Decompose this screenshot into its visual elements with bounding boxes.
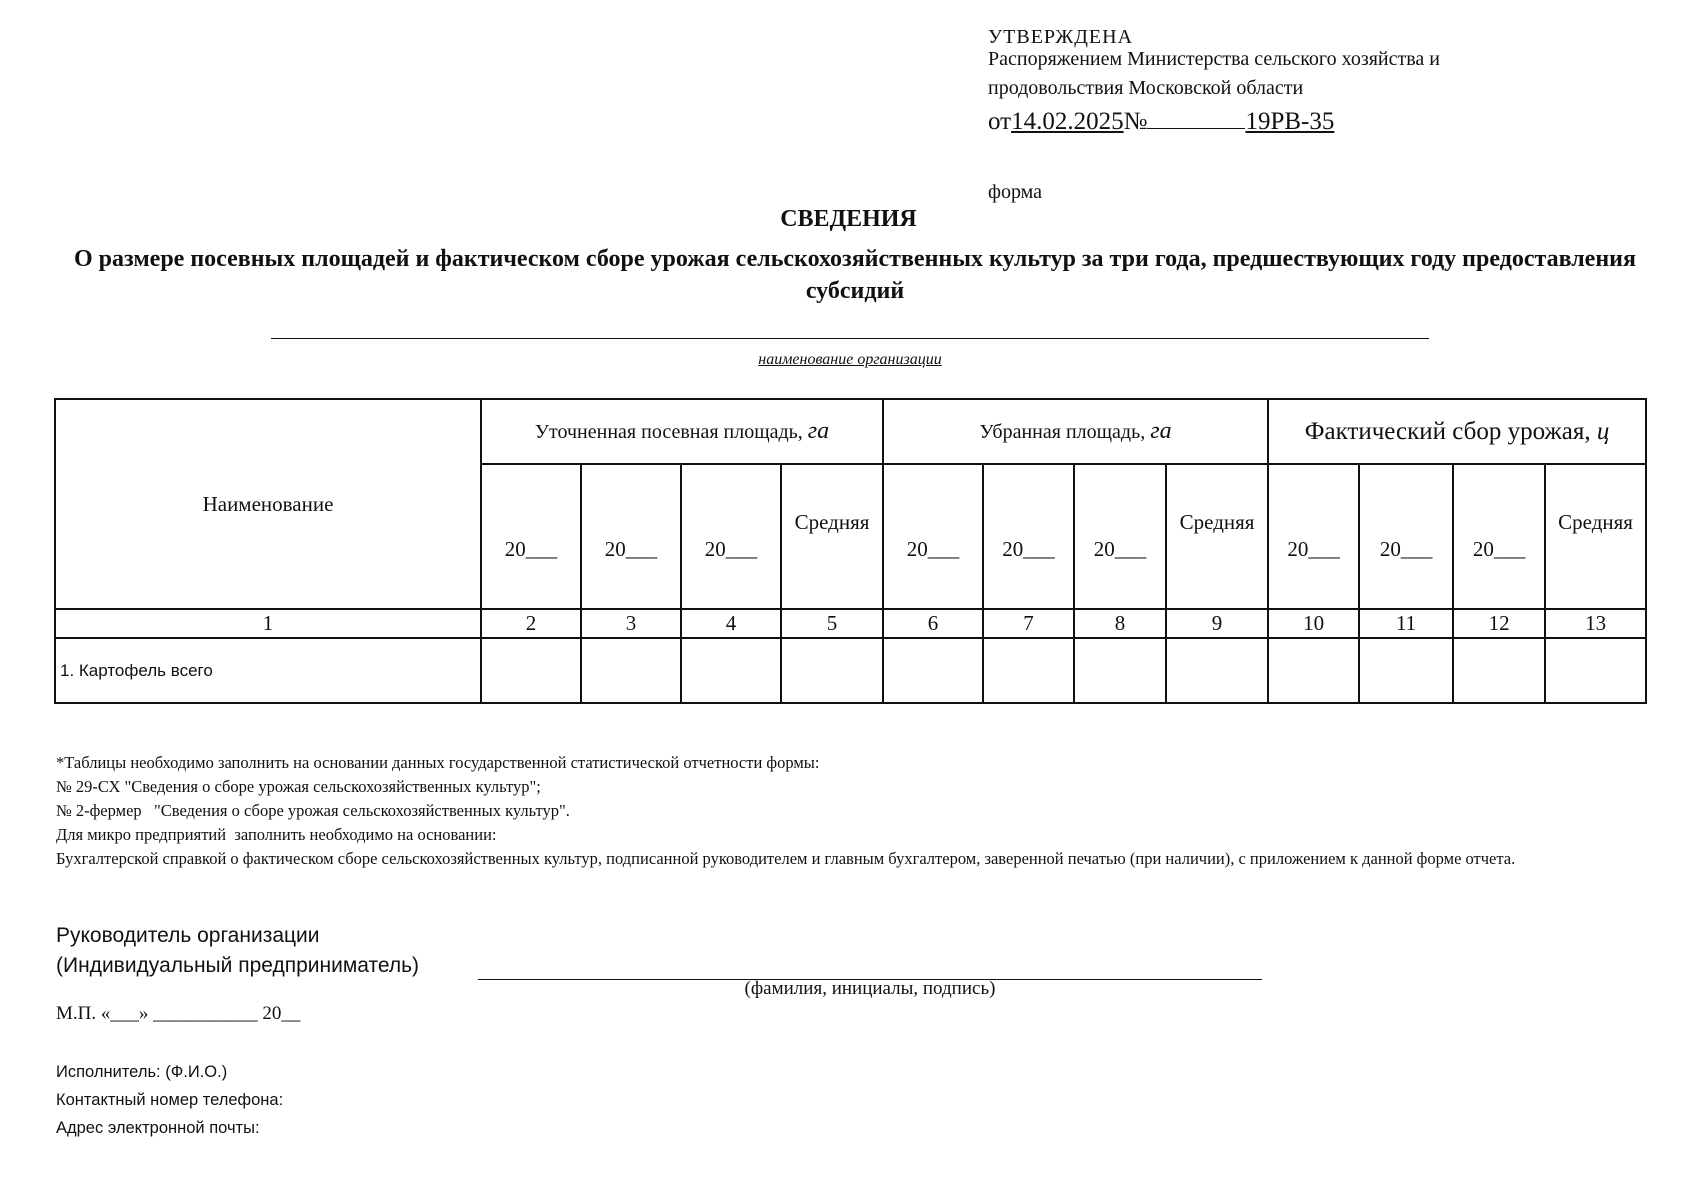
crop-data-table bbox=[54, 398, 1647, 704]
year-cell: 20___ bbox=[983, 464, 1074, 609]
data-cell[interactable] bbox=[781, 638, 883, 703]
signature-caption: (фамилия, инициалы, подпись) bbox=[744, 978, 996, 999]
footnotes bbox=[56, 751, 1616, 871]
data-cell[interactable] bbox=[1074, 638, 1166, 703]
organization-name-line bbox=[271, 338, 1429, 339]
year-cell: 20___ bbox=[1359, 464, 1453, 609]
data-cell[interactable] bbox=[883, 638, 983, 703]
footnote-line: № 2-фермер "Сведения о сборе урожая сельскохозяйственных культур". bbox=[56, 801, 570, 820]
column-number: 12 bbox=[1453, 609, 1545, 638]
data-cell[interactable] bbox=[1166, 638, 1268, 703]
header-sown-area: Уточненная посевная площадь, га bbox=[481, 399, 883, 464]
table-header-row bbox=[55, 399, 1646, 464]
organization-name-caption: наименование организации bbox=[758, 351, 942, 368]
decree-from: от bbox=[988, 108, 1012, 135]
average-cell: Средняя bbox=[781, 464, 883, 609]
decree-number: 19РВ-35 bbox=[1245, 108, 1335, 135]
signature-title-2: (Индивидуальный предприниматель) bbox=[56, 954, 420, 977]
contact-phone: Контактный номер телефона: bbox=[56, 1091, 284, 1109]
decree-number-blank bbox=[1147, 104, 1245, 129]
header-harvested-area: Убранная площадь, га bbox=[883, 399, 1268, 464]
year-cell: 20___ bbox=[883, 464, 983, 609]
header-name: Наименование bbox=[55, 399, 481, 609]
year-cell: 20___ bbox=[481, 464, 581, 609]
table-row bbox=[55, 638, 1646, 703]
signature-title-1: Руководитель организации bbox=[56, 924, 320, 947]
column-number: 5 bbox=[781, 609, 883, 638]
column-number: 9 bbox=[1166, 609, 1268, 638]
row-name: 1. Картофель всего bbox=[55, 638, 481, 703]
year-cell: 20___ bbox=[581, 464, 681, 609]
contact-email: Адрес электронной почты: bbox=[56, 1119, 260, 1137]
decree-number-sign: № bbox=[1123, 108, 1148, 135]
year-cell: 20___ bbox=[1453, 464, 1545, 609]
column-number: 11 bbox=[1359, 609, 1453, 638]
data-cell[interactable] bbox=[481, 638, 581, 703]
column-number: 13 bbox=[1545, 609, 1646, 638]
column-number: 4 bbox=[681, 609, 781, 638]
contacts-block bbox=[56, 1058, 283, 1142]
header-actual-yield: Фактический сбор урожая, ц bbox=[1268, 399, 1646, 464]
year-cell: 20___ bbox=[1268, 464, 1359, 609]
average-cell: Средняя bbox=[1166, 464, 1268, 609]
data-cell[interactable] bbox=[681, 638, 781, 703]
stamp-date-line: М.П. «___» ___________ 20__ bbox=[56, 1003, 301, 1024]
data-cell[interactable] bbox=[1453, 638, 1545, 703]
year-cell: 20___ bbox=[681, 464, 781, 609]
approval-line-1: Распоряжением Министерства сельского хозяйства и bbox=[988, 48, 1441, 70]
data-cell[interactable] bbox=[1359, 638, 1453, 703]
approval-head: УТВЕРЖДЕНА bbox=[988, 26, 1134, 48]
year-cell: 20___ bbox=[1074, 464, 1166, 609]
form-label: форма bbox=[988, 181, 1043, 203]
decree-date: 14.02.2025 bbox=[1011, 108, 1124, 135]
footnote-line: Бухгалтерской справкой о фактическом сборе сельскохозяйственных культур, подписанной руководителем и главным бухгалтером, заверенной печатью (при наличии), с приложением к данной форме отчета. bbox=[56, 849, 1516, 868]
contact-executor: Исполнитель: (Ф.И.О.) bbox=[56, 1063, 228, 1081]
column-number: 6 bbox=[883, 609, 983, 638]
column-number: 10 bbox=[1268, 609, 1359, 638]
footnote-line: № 29-СХ "Сведения о сборе урожая сельскохозяйственных культур"; bbox=[56, 777, 541, 796]
data-cell[interactable] bbox=[1545, 638, 1646, 703]
column-number: 1 bbox=[55, 609, 481, 638]
column-number: 7 bbox=[983, 609, 1074, 638]
column-number: 8 bbox=[1074, 609, 1166, 638]
document-title: СВЕДЕНИЯ bbox=[780, 206, 917, 232]
data-cell[interactable] bbox=[581, 638, 681, 703]
column-number: 2 bbox=[481, 609, 581, 638]
approval-line-2: продовольствия Московской области bbox=[988, 77, 1304, 99]
approval-block bbox=[988, 26, 1648, 140]
average-cell: Средняя bbox=[1545, 464, 1646, 609]
signature-block bbox=[56, 921, 419, 981]
data-cell[interactable] bbox=[983, 638, 1074, 703]
column-number-row bbox=[55, 609, 1646, 638]
column-number: 3 bbox=[581, 609, 681, 638]
footnote-line: Для микро предприятий заполнить необходимо на основании: bbox=[56, 825, 497, 844]
data-cell[interactable] bbox=[1268, 638, 1359, 703]
decree-line bbox=[988, 104, 1648, 140]
footnote-line: *Таблицы необходимо заполнить на основании данных государственной статистической отчетности формы: bbox=[56, 753, 820, 772]
document-subtitle: О размере посевных площадей и фактическом сборе урожая сельскохозяйственных культур за три года, предшествующих году предоставления субсидий bbox=[74, 246, 1636, 304]
